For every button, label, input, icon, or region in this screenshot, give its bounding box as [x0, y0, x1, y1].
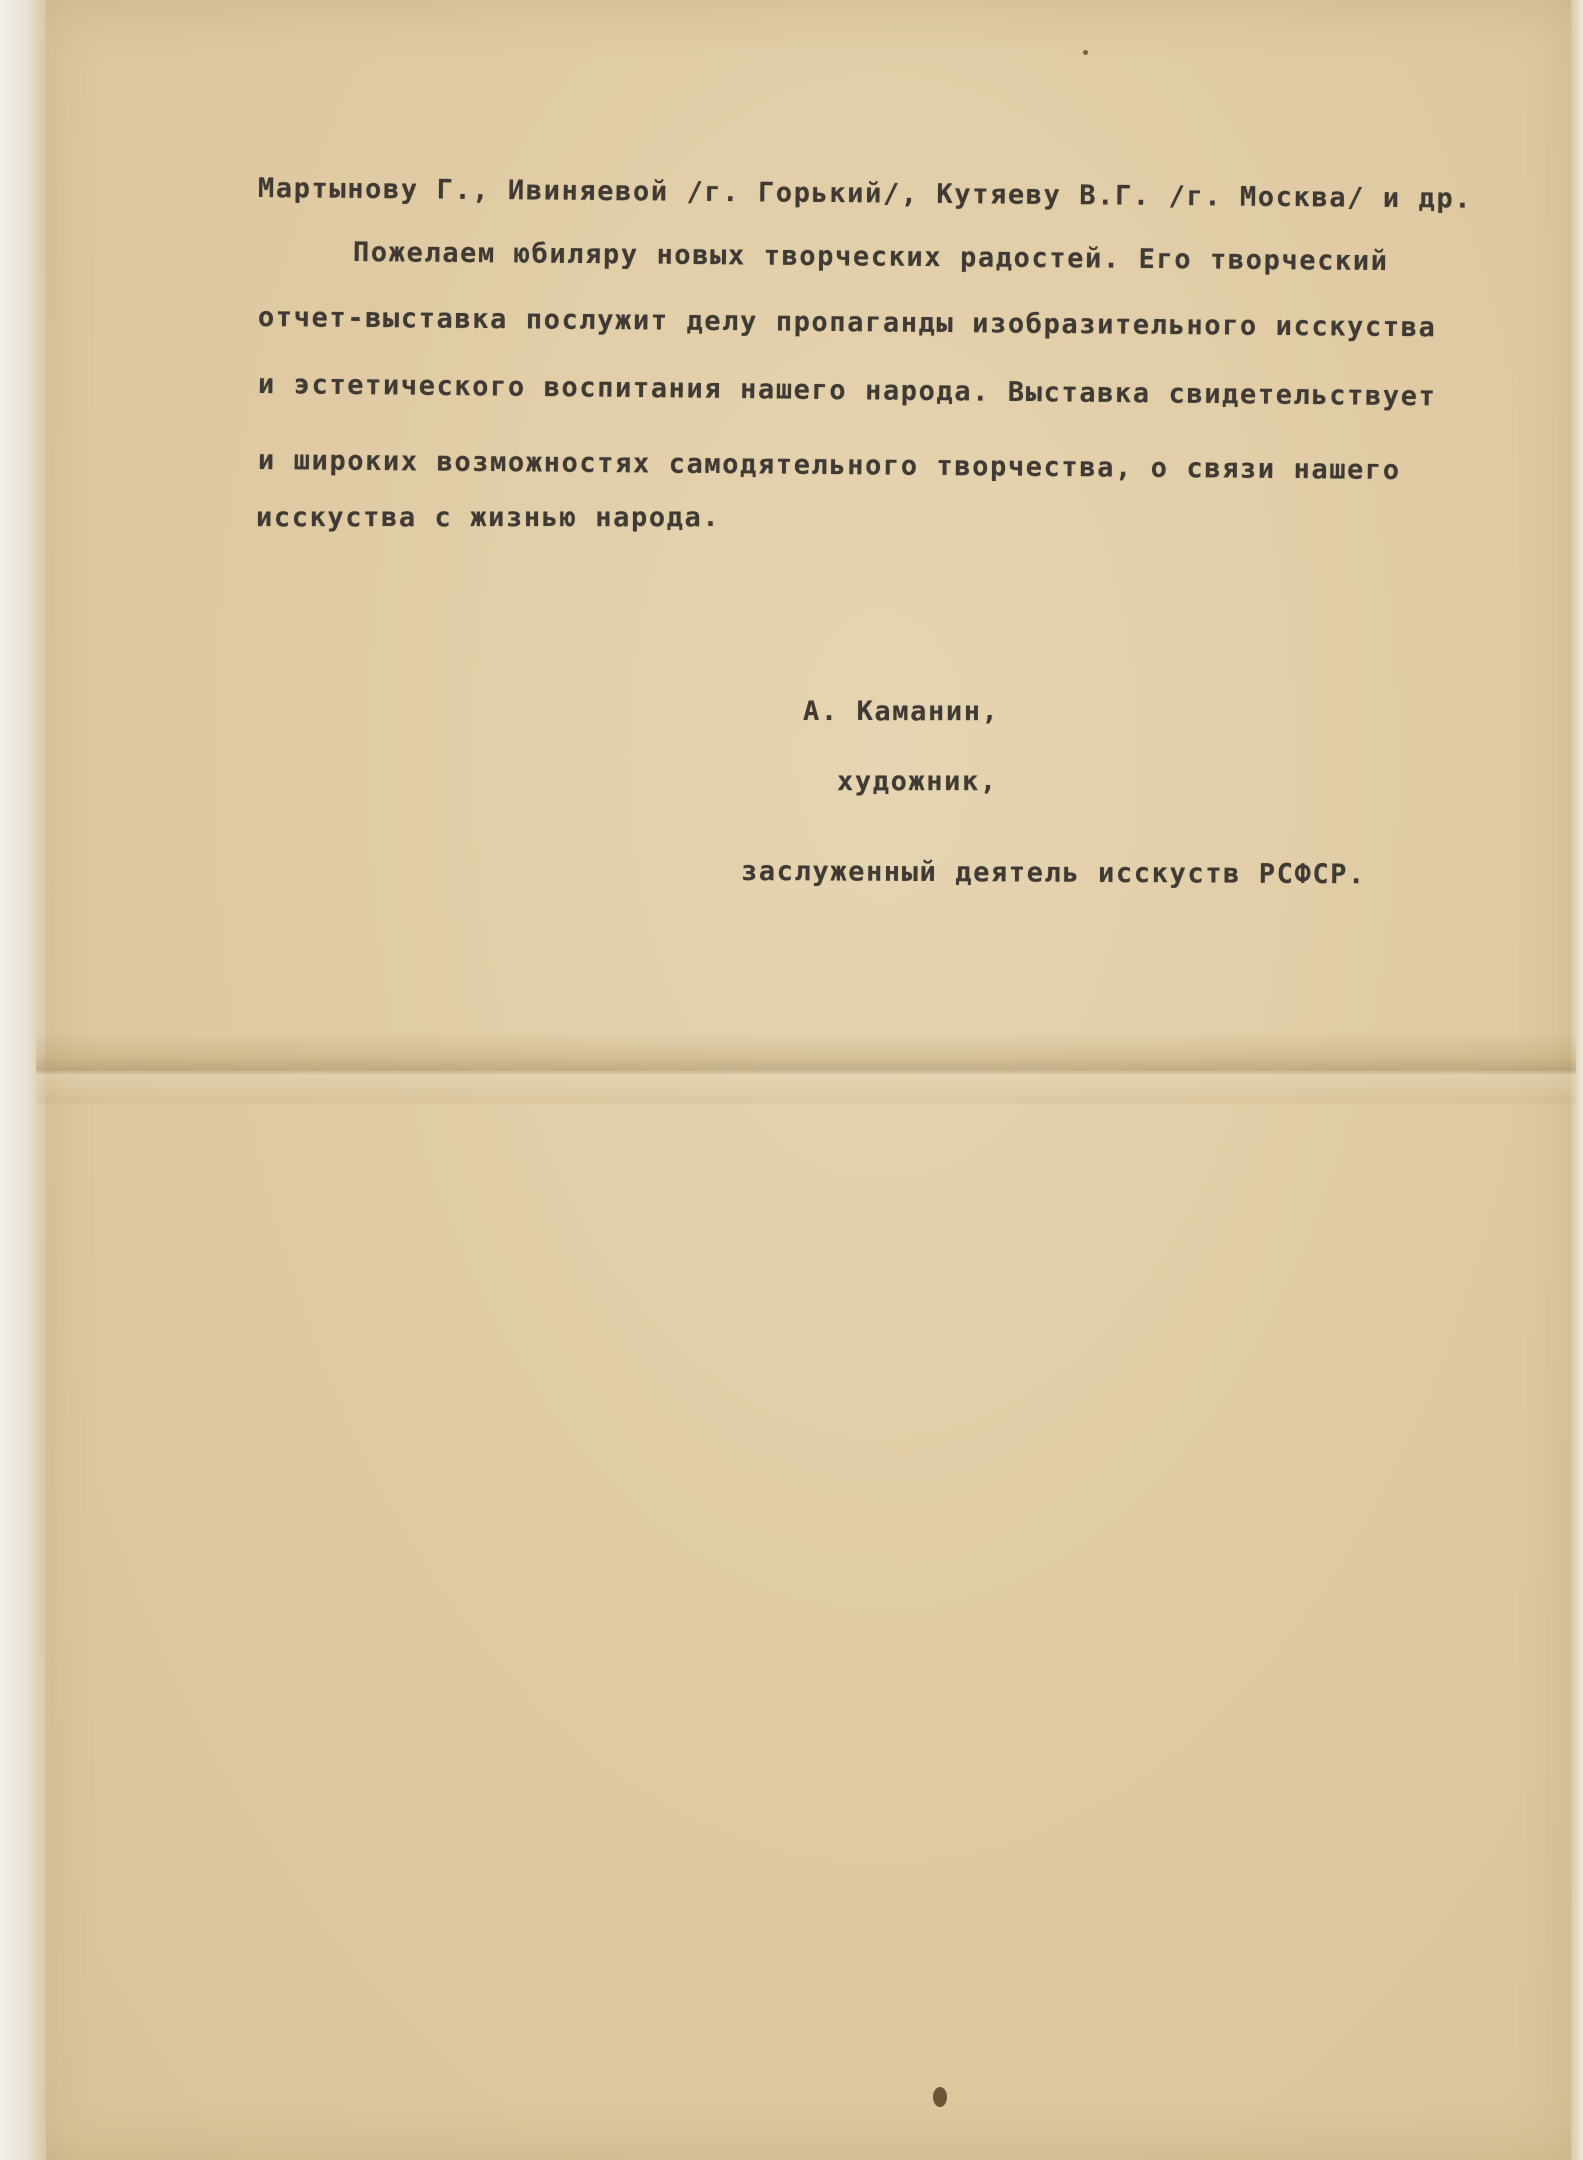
letter-line-5: и широких возможностях самодятельного творчества, о связи нашего	[257, 445, 1401, 486]
letter-line-3: отчет-выставка послужит делу пропаганды изобразительного исскуства	[257, 302, 1437, 344]
letter-line-6: исскуства с жизнью народа.	[256, 502, 721, 533]
signature-title: художник,	[837, 766, 998, 797]
paper-fold-crease	[36, 1032, 1576, 1104]
paper-hole-bottom	[933, 2087, 947, 2107]
signature-honor: заслуженный деятель исскуств РСФСР.	[740, 856, 1367, 891]
letter-line-1: Мартынову Г., Ивиняевой /г. Горький/, Кутяеву В.Г. /г. Москва/ и др.	[257, 173, 1473, 215]
letter-line-2: Пожелаем юбиляру новых творческих радостей. Его творческий	[352, 237, 1389, 278]
letter-line-4: и эстетического воспитания нашего народа. Выставка свидетельствует	[257, 369, 1437, 413]
signature-name: А. Каманин,	[803, 696, 1000, 727]
ink-spot-top	[1083, 50, 1088, 55]
